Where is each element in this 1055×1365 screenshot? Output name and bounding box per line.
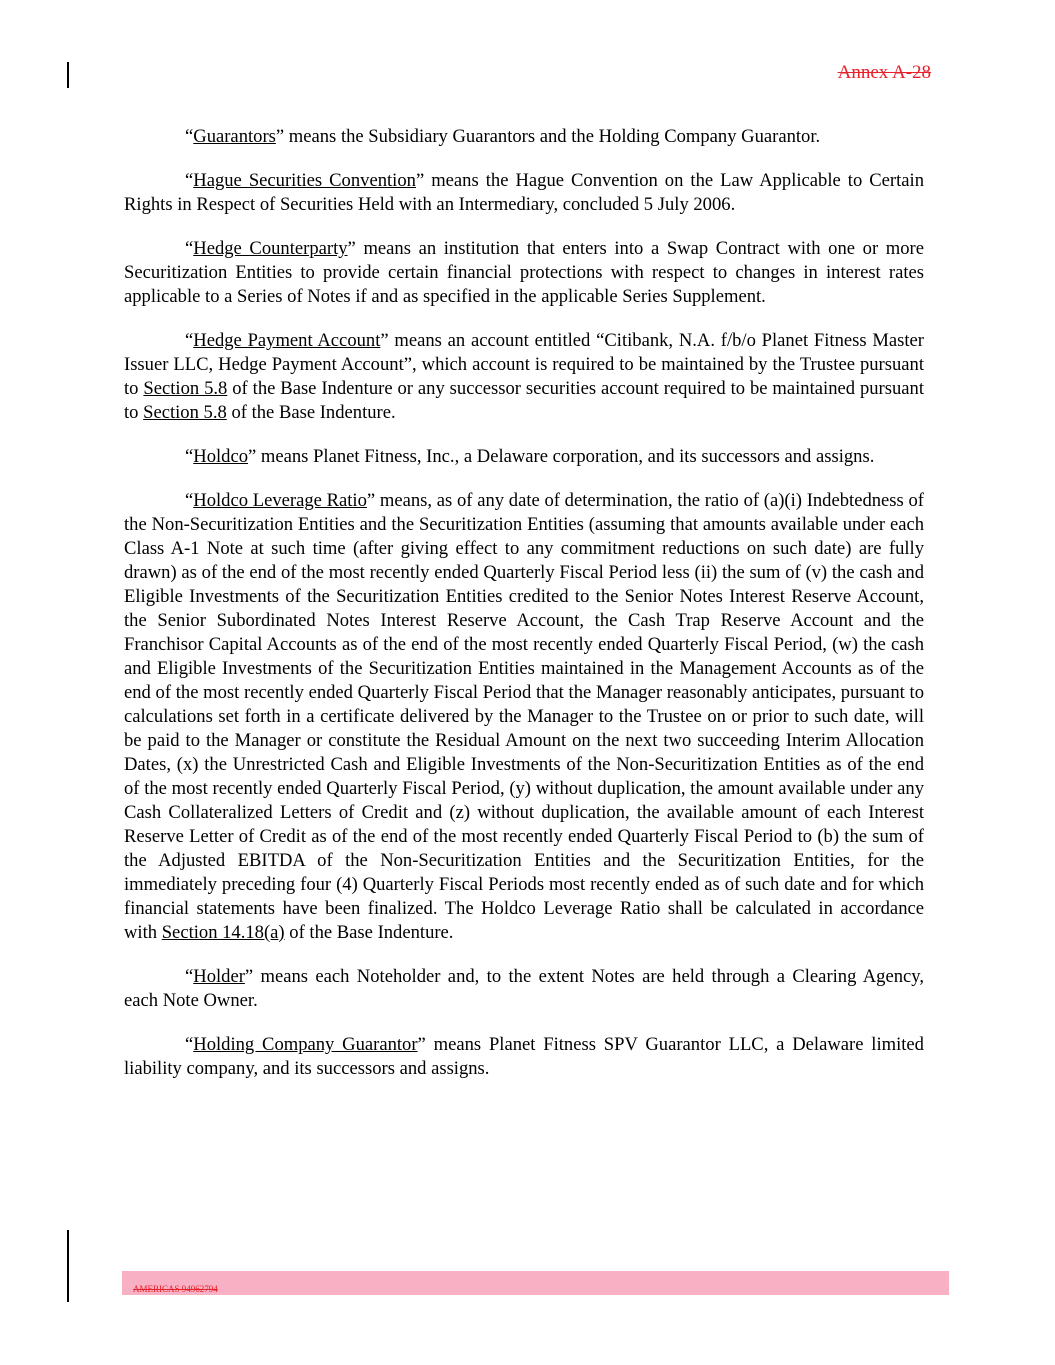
definition-paragraph: “Holding Company Guarantor” means Planet Fitness SPV Guarantor LLC, a Delaware limited liability company, and its successors and assigns.: [124, 1034, 924, 1079]
definition-text: ” means an institution that enters into a Swap Contract with one or more Securitization Entities to provide certain financial protections with respect to changes in interest rates applicable to a Series of Notes if and as specified in the applicable Series Supplement.: [124, 238, 924, 307]
definition-paragraph: “Hedge Payment Account” means an account entitled “Citibank, N.A. f/b/o Planet Fitness Master Issuer LLC, Hedge Payment Account”, which account is required to be maintained by the Trustee pursuant to Section 5.8 of the Base Indenture or any successor securities account required to be maintained pursuant to Section 5.8 of the Base Indenture.: [124, 330, 924, 423]
definition-text: ” means Planet Fitness SPV Guarantor LLC, a Delaware limited liability company, and its successors and assigns.: [124, 1034, 924, 1079]
definition-paragraph: “Hague Securities Convention” means the Hague Convention on the Law Applicable to Certain Rights in Respect of Securities Held with an Intermediary, concluded 5 July 2006.: [124, 170, 924, 215]
change-bar: [67, 1230, 69, 1302]
definition-paragraph: “Hedge Counterparty” means an institution that enters into a Swap Contract with one or more Securitization Entities to provide certain financial protections with respect to changes in interest rates applicable to a Series of Notes if and as specified in the applicable Series Supplement.: [124, 238, 924, 307]
annex-page-number: Annex A-28: [837, 62, 931, 83]
defined-term: Holdco Leverage Ratio: [193, 490, 367, 511]
definition-text: of the Base Indenture.: [284, 922, 454, 943]
defined-term: Holdco: [193, 446, 249, 467]
definition-text: of the Base Indenture or any successor securities account required to be maintained pursuant to: [124, 378, 924, 423]
definition-paragraph: “Guarantors” means the Subsidiary Guarantors and the Holding Company Guarantor.: [185, 126, 821, 147]
definition-text: ” means each Noteholder and, to the extent Notes are held through a Clearing Agency, each Note Owner.: [124, 966, 924, 1011]
definition-paragraph: “Holdco” means Planet Fitness, Inc., a Delaware corporation, and its successors and assigns.: [185, 446, 875, 467]
document-body: [124, 125, 924, 1101]
defined-term: Holder: [193, 966, 245, 987]
defined-term: Holding Company Guarantor: [193, 1034, 418, 1055]
definition-paragraph: “Holdco Leverage Ratio” means, as of any date of determination, the ratio of (a)(i) Indebtedness of the Non-Securitization Entities and the Securitization Entities (assuming that amounts available under each Class A-1 Note at such time (after giving effect to any commitment reductions on such date) are fully drawn) as of the end of the most recently ended Quarterly Fiscal Period less (ii) the sum of (v) the cash and Eligible Investments of the Securitization Entities credited to the Senior Notes Interest Reserve Account, the Senior Subordinated Notes Interest Reserve Account, the Cash Trap Reserve Account and the Franchisor Capital Accounts as of the end of the most recently ended Quarterly Fiscal Period, (w) the cash and Eligible Investments of the Securitization Entities maintained in the Management Accounts as of the end of the most recently ended Quarterly Fiscal Period that the Manager reasonably anticipates, pursuant to calculations set forth in a certificate delivered by the Manager to the Trustee on or prior to such date, will be paid to the Manager or constitute the Residual Amount on the next two succeeding Interim Allocation Dates, (x) the Unrestricted Cash and Eligible Investments of the Non-Securitization Entities as of the end of the most recently ended Quarterly Fiscal Period, (y) without duplication, the amount available under any Cash Collateralized Letters of Credit and (z) without duplication, the available amount of each Interest Reserve Letter of Credit as of the end of the most recently ended Quarterly Fiscal Period to (b) the sum of the Adjusted EBITDA of the Non-Securitization Entities and the Securitization Entities, for the immediately preceding four (4) Quarterly Fiscal Periods most recently ended as of such date and for which financial statements have been finalized. The Holdco Leverage Ratio shall be calculated in accordance with Section 14.18(a) of the Base Indenture.: [124, 490, 924, 943]
defined-term: Hedge Payment Account: [193, 330, 381, 351]
definition-paragraph: “Holder” means each Noteholder and, to the extent Notes are held through a Clearing Agency, each Note Owner.: [124, 966, 924, 1011]
definition-text: ” means, as of any date of determination, the ratio of (a)(i) Indebtedness of the Non-Securitization Entities and the Securitization Entities (assuming that amounts available under each Class A-1 Note at such time (after giving effect to any commitment reductions on such date) are fully drawn) as of the end of the most recently ended Quarterly Fiscal Period less (ii) the sum of (v) the cash and Eligible Investments of the Securitization Entities credited to the Senior Notes Interest Reserve Account, the Senior Subordinated Notes Interest Reserve Account, the Cash Trap Reserve Account and the Franchisor Capital Accounts as of the end of the most recently ended Quarterly Fiscal Period, (w) the cash and Eligible Investments of the Securitization Entities maintained in the Management Accounts as of the end of the most recently ended Quarterly Fiscal Period that the Manager reasonably anticipates, pursuant to calculations set forth in a certificate delivered by the Manager to the Trustee on or prior to such date, will be paid to the Manager or constitute the Residual Amount on the next two succeeding Interim Allocation Dates, (x) the Unrestricted Cash and Eligible Investments of the Non-Securitization Entities as of the end of the most recently ended Quarterly Fiscal Period, (y) without duplication, the amount available under any Cash Collateralized Letters of Credit and (z) without duplication, the available amount of each Interest Reserve Letter of Credit as of the end of the most recently ended Quarterly Fiscal Period to (b) the sum of the Adjusted EBITDA of the Non-Securitization Entities and the Securitization Entities, for the immediately preceding four (4) Quarterly Fiscal Periods most recently ended as of such date and for which financial statements have been finalized. The Holdco Leverage Ratio shall be calculated in accordance with: [124, 490, 924, 943]
definition-text: ” means the Subsidiary Guarantors and the Holding Company Guarantor.: [275, 126, 821, 147]
defined-term: Hague Securities Convention: [193, 170, 416, 191]
definition-text: ” means Planet Fitness, Inc., a Delaware corporation, and its successors and assigns.: [248, 446, 875, 467]
document-id: AMERICAS 94962794: [133, 1284, 218, 1294]
change-bar: [67, 62, 69, 88]
definition-text: ” means an account entitled “Citibank, N.A. f/b/o Planet Fitness Master Issuer LLC, Hedge Payment Account”, which account is required to be maintained by the Trustee pursuant to: [124, 330, 924, 399]
defined-term: Hedge Counterparty: [193, 238, 348, 259]
definition-text: of the Base Indenture.: [226, 402, 396, 423]
defined-term: Guarantors: [193, 126, 276, 147]
section-reference: Section 14.18(a): [161, 922, 285, 943]
definition-text: ” means the Hague Convention on the Law Applicable to Certain Rights in Respect of Securities Held with an Intermediary, concluded 5 July 2006.: [124, 170, 924, 215]
section-reference: Section 5.8: [143, 402, 227, 423]
footer-bar: [122, 1271, 949, 1295]
section-reference: Section 5.8: [143, 378, 228, 399]
